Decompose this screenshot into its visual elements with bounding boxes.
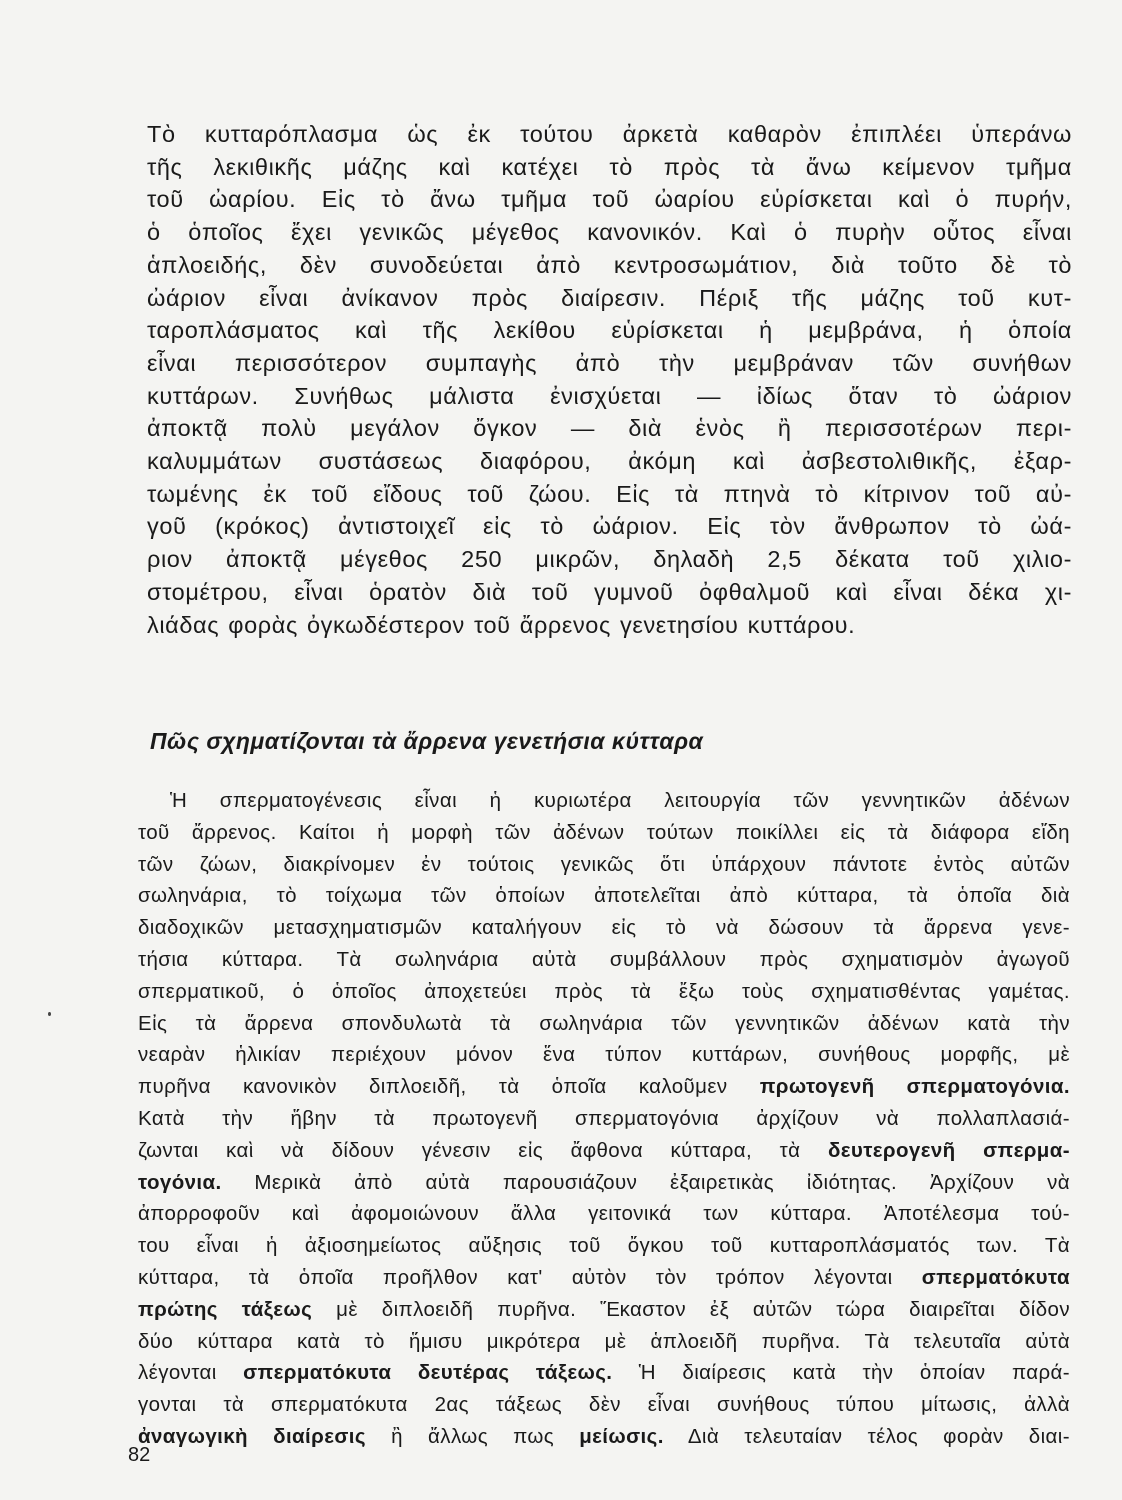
text-line: διαδοχικῶν μετασχηματισμῶν καταλήγουν εἰς τὸ νὰ δώσουν τὰ ἄρρενα γενε-	[138, 916, 1070, 940]
text-line: εἶναι περισσότερον συμπαγὴς ἀπὸ τὴν μεμβράναν τῶν συνήθων	[147, 349, 1072, 376]
bold-term: τογόνια.	[138, 1170, 222, 1194]
text-line	[138, 1071, 1070, 1103]
text-run: λέγονται	[138, 1361, 244, 1385]
text-line: ὁ ὁποῖος ἔχει γενικῶς μέγεθος κανονικόν. Καὶ ὁ πυρὴν οὗτος εἶναι	[147, 219, 1072, 246]
text-line: ὠάριον εἶναι ἀνίκανον πρὸς διαίρεσιν. Πέριξ τῆς μάζης τοῦ κυτ-	[147, 284, 1072, 311]
text-line: του εἶναι ἡ ἀξιοσημείωτος αὔξησις τοῦ ὄγκου τοῦ κυτταροπλάσματός των. Τὰ	[138, 1234, 1070, 1258]
text-run: μὲ διπλοειδῆ πυρῆνα. Ἕκαστον ἐξ αὐτῶν τώρα διαιρεῖται δίδον	[312, 1297, 1071, 1321]
text-line	[138, 1421, 1070, 1453]
text-line: γοῦ (κρόκος) ἀντιστοιχεῖ εἰς τὸ ὠάριον. Εἰς τὸν ἄνθρωπον τὸ ὠά-	[147, 513, 1072, 540]
text-line: ἁπλοειδής, δὲν συνοδεύεται ἀπὸ κεντροσωμάτιον, διὰ τοῦτο δὲ τὸ	[147, 251, 1072, 278]
text-line: γονται τὰ σπερματόκυτα 2ας τάξεως δὲν εἶναι συνήθους τύπου μίτωσις, ἀλλὰ	[138, 1393, 1070, 1417]
text-line: σωληνάρια, τὸ τοίχωμα τῶν ὁποίων ἀποτελεῖται ἀπὸ κύτταρα, τὰ ὁποῖα διὰ	[138, 884, 1070, 908]
text-line	[138, 1167, 1070, 1199]
bold-term: σπερματόκυτα δευτέρας τάξεως.	[243, 1361, 613, 1385]
text-line: ἀποκτᾷ πολὺ μεγάλον ὄγκον — διὰ ἑνὸς ἢ περισσοτέρων περι-	[147, 415, 1072, 442]
text-run: Μερικὰ ἀπὸ αὐτὰ παρουσιάζουν ἐξαιρετικὰς ἰδιότητας. Ἀρχίζουν νὰ	[221, 1170, 1070, 1194]
bold-term: μείωσις.	[579, 1424, 664, 1448]
bold-term: ἀναγωγικὴ διαίρεσις	[138, 1424, 366, 1448]
text-run: ζωνται καὶ νὰ δίδουν γένεσιν εἰς ἄφθονα κύτταρα, τὰ	[138, 1138, 828, 1162]
text-line: τήσια κύτταρα. Τὰ σωληνάρια αὐτὰ συμβάλλουν πρὸς σχηματισμὸν ἀγωγοῦ	[138, 947, 1070, 971]
text-line: Κατὰ τὴν ἥβην τὰ πρωτογενῆ σπερματογόνια ἀρχίζουν νὰ πολλαπλασιά-	[138, 1106, 1070, 1130]
text-line	[138, 1294, 1070, 1326]
text-line: τοῦ ὠαρίου. Εἰς τὸ ἄνω τμῆμα τοῦ ὠαρίου εὑρίσκεται καὶ ὁ πυρήν,	[147, 186, 1072, 213]
text-run: Διὰ τελευταίαν τέλος φορὰν διαι-	[663, 1424, 1070, 1448]
text-line: λιάδας φορὰς ὀγκωδέστερον τοῦ ἄρρενος γενετησίου κυττάρου.	[147, 611, 856, 638]
text-line: τοῦ ἄρρενος. Καίτοι ἡ μορφὴ τῶν ἀδένων τούτων ποικίλλει εἰς τὰ διάφορα εἴδη	[138, 820, 1070, 844]
bold-term: πρωτογενῆ σπερματογόνια.	[759, 1075, 1070, 1099]
bold-term: σπερματόκυτα	[921, 1265, 1070, 1289]
text-line	[138, 1135, 1070, 1167]
text-line: σπερματικοῦ, ὁ ὁποῖος ἀποχετεύει πρὸς τὰ ἔξω τοὺς σχηματισθέντας γαμέτας.	[138, 979, 1070, 1003]
paragraph-egg-cell	[147, 118, 1072, 641]
text-line: Ἡ σπερματογένεσις εἶναι ἡ κυριωτέρα λειτουργία τῶν γεννητικῶν ἀδένων	[170, 789, 1070, 812]
text-line: καλυμμάτων συστάσεως διαφόρου, ἀκόμη καὶ ἀσβεστολιθικῆς, ἐξαρ-	[147, 448, 1072, 475]
text-run: ἢ ἄλλως πως	[365, 1424, 580, 1448]
paragraph-spermatogenesis	[138, 785, 1070, 1453]
text-run: πυρῆνα κανονικὸν διπλοειδῆ, τὰ ὁποῖα καλοῦμεν	[138, 1075, 760, 1099]
text-line: ἀπορροφοῦν καὶ ἀφομοιώνουν ἄλλα γειτονικά των κύτταρα. Ἀποτέλεσμα τού-	[138, 1202, 1070, 1226]
text-line: στομέτρου, εἶναι ὁρατὸν διὰ τοῦ γυμνοῦ ὀφθαλμοῦ καὶ εἶναι δέκα χι-	[147, 578, 1072, 605]
page-number: 82	[128, 1444, 151, 1466]
text-line: ριον ἀποκτᾷ μέγεθος 250 μικρῶν, δηλαδὴ 2,5 δέκατα τοῦ χιλιο-	[147, 546, 1072, 573]
text-run: κύτταρα, τὰ ὁποῖα προῆλθον κατ' αὐτὸν τὸν τρόπον λέγονται	[138, 1265, 922, 1289]
bold-term: δευτερογενῆ σπερμα-	[827, 1138, 1070, 1162]
text-line: ταροπλάσματος καὶ τῆς λεκίθου εὑρίσκεται ἡ μεμβράνα, ἡ ὁποία	[147, 317, 1072, 344]
text-line: Τὸ κυτταρόπλασμα ὡς ἐκ τούτου ἀρκετὰ καθαρὸν ἐπιπλέει ὑπεράνω	[147, 121, 1072, 147]
text-line: νεαρὰν ἡλικίαν περιέχουν μόνον ἕνα τύπον κυττάρων, συνήθους μορφῆς, μὲ	[138, 1043, 1070, 1067]
text-line	[138, 1357, 1070, 1389]
text-run: Ἡ διαίρεσις κατὰ τὴν ὁποίαν παρά-	[612, 1361, 1070, 1385]
text-line: τωμένης ἐκ τοῦ εἴδους τοῦ ζώου. Εἰς τὰ πτηνὰ τὸ κίτρινον τοῦ αὐ-	[147, 480, 1072, 507]
bold-term: πρώτης τάξεως	[138, 1297, 313, 1321]
scan-speck	[48, 1012, 51, 1016]
text-line	[138, 1262, 1070, 1294]
text-line: δύο κύτταρα κατὰ τὸ ἥμισυ μικρότερα μὲ ἁπλοειδῆ πυρῆνα. Τὰ τελευταῖα αὐτὰ	[138, 1329, 1070, 1353]
text-line: κυττάρων. Συνήθως μάλιστα ἐνισχύεται — ἰδίως ὅταν τὸ ὠάριον	[147, 382, 1072, 409]
text-line: Εἰς τὰ ἄρρενα σπονδυλωτὰ τὰ σωληνάρια τῶν γεννητικῶν ἀδένων κατὰ τὴν	[138, 1011, 1070, 1035]
text-line: τῆς λεκιθικῆς μάζης καὶ κατέχει τὸ πρὸς τὰ ἄνω κείμενον τμῆμα	[147, 153, 1072, 180]
text-line: τῶν ζώων, διακρίνομεν ἐν τούτοις γενικῶς ὅτι ὑπάρχουν πάντοτε ἐντὸς αὐτῶν	[138, 852, 1070, 876]
section-heading: Πῶς σχηματίζονται τὰ ἄρρενα γενετήσια κύτταρα	[150, 728, 704, 754]
